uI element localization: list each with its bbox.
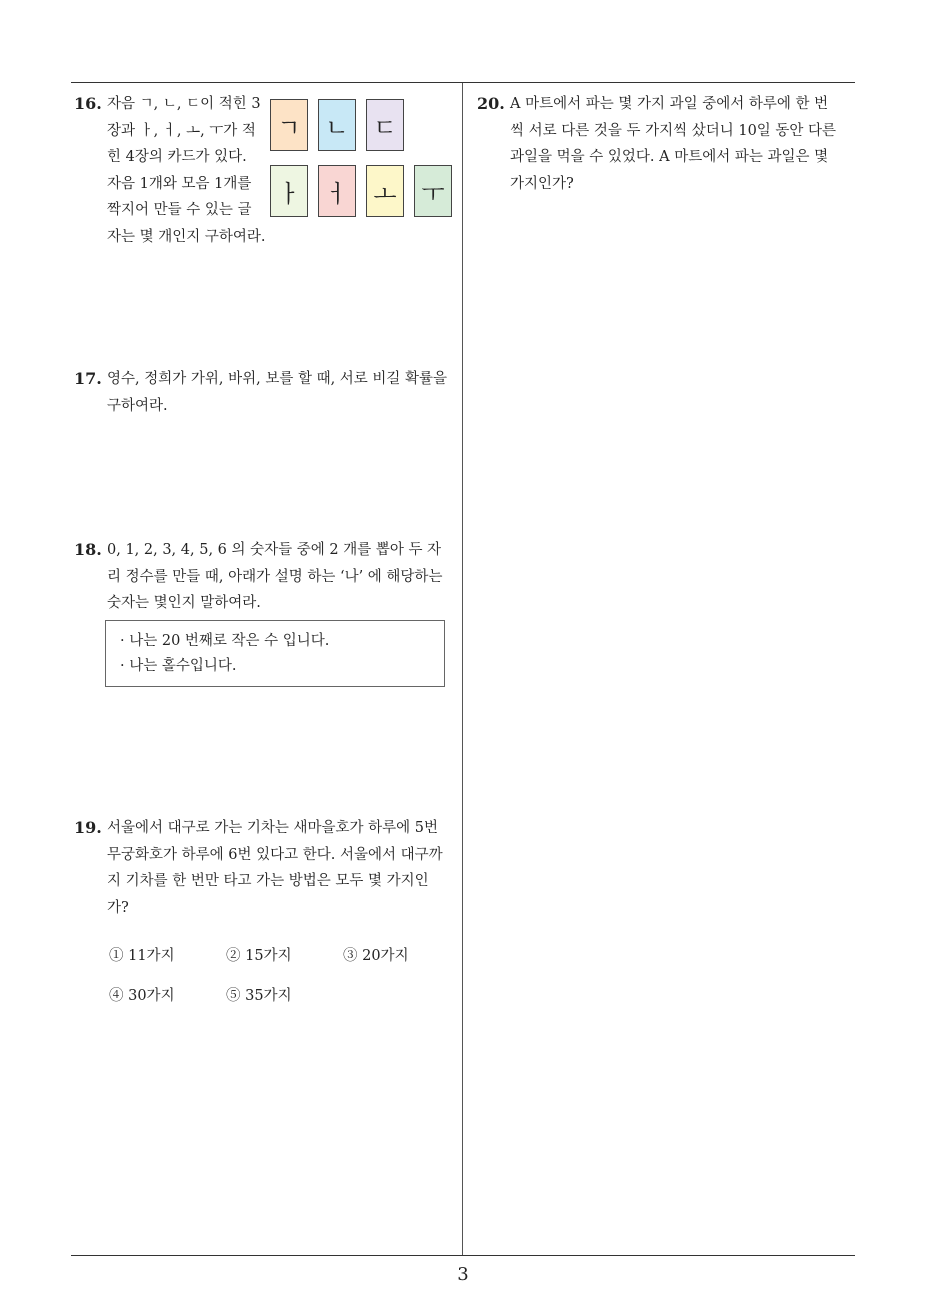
consonant-card: ㄱ [270, 99, 308, 151]
condition-line: · 나는 20 번째로 작은 수 입니다. [120, 633, 330, 649]
question-number: 19. [74, 818, 102, 837]
question-18 [74, 537, 459, 617]
question-text-line: 자는 몇 개인지 구하여라. [107, 228, 266, 245]
question-text-line: 지 기차를 한 번만 타고 가는 방법은 모두 몇 가지인 [107, 873, 429, 889]
question-number: 18. [74, 540, 102, 559]
question-number: 20. [477, 94, 505, 113]
question-text-line: 숫자는 몇인지 말하여라. [107, 595, 261, 611]
vowel-card: ㅜ [414, 165, 452, 217]
question-16 [74, 91, 274, 250]
question-text-line: 과일을 먹을 수 있었다. A 마트에서 파는 과일은 몇 [510, 149, 829, 165]
question-text-line: 장과 ㅏ, ㅓ, ㅗ, ㅜ가 적 [107, 122, 256, 139]
question-text-line: 자음 1개와 모음 1개를 [107, 175, 252, 192]
vowel-card: ㅓ [318, 165, 356, 217]
question-text-line: 가지인가? [510, 175, 574, 192]
question-20 [477, 91, 860, 197]
question-17 [74, 366, 459, 419]
consonant-card: ㄴ [318, 99, 356, 151]
choice-4[interactable]: ④ 30가지 [109, 988, 175, 1004]
question-number: 17. [74, 369, 102, 388]
question-text-line: 0, 1, 2, 3, 4, 5, 6 의 숫자들 중에 2 개를 뽑아 두 자 [107, 542, 442, 558]
question-text-line: 씩 서로 다른 것을 두 가지씩 샀더니 10일 동안 다른 [510, 122, 837, 139]
question-number: 16. [74, 94, 102, 113]
question-text-line: 자음 ㄱ, ㄴ, ㄷ이 적힌 3 [107, 96, 261, 112]
top-rule [71, 82, 855, 83]
choice-2[interactable]: ② 15가지 [226, 948, 292, 964]
condition-line: · 나는 홀수입니다. [120, 658, 237, 674]
choice-1[interactable]: ① 11가지 [109, 948, 175, 964]
question-text-line: 가? [107, 899, 129, 916]
question-19 [74, 815, 459, 921]
question-text-line: 힌 4장의 카드가 있다. [107, 149, 247, 165]
question-text-line: 리 정수를 만들 때, 아래가 설명 하는 ‘나’ 에 해당하는 [107, 568, 443, 585]
consonant-card: ㄷ [366, 99, 404, 151]
question-text-line: 영수, 정희가 가위, 바위, 보를 할 때, 서로 비길 확률을 [107, 371, 448, 387]
vowel-card: ㅏ [270, 165, 308, 217]
condition-box [105, 620, 445, 687]
page-number: 3 [457, 1264, 469, 1285]
card-figure [270, 99, 460, 221]
question-text-line: 서울에서 대구로 가는 기차는 새마을호가 하루에 5번 [107, 820, 439, 836]
vowel-card: ㅗ [366, 165, 404, 217]
question-text-line: A 마트에서 파는 몇 가지 과일 중에서 하루에 한 번 [510, 96, 829, 112]
question-text-line: 무궁화호가 하루에 6번 있다고 한다. 서울에서 대구까 [107, 846, 443, 863]
bottom-rule [71, 1255, 855, 1256]
choice-3[interactable]: ③ 20가지 [343, 948, 409, 964]
choice-5[interactable]: ⑤ 35가지 [226, 988, 292, 1004]
question-text-line: 구하여라. [107, 397, 168, 414]
question-text-line: 짝지어 만들 수 있는 글 [107, 202, 252, 218]
column-divider [462, 83, 463, 1255]
